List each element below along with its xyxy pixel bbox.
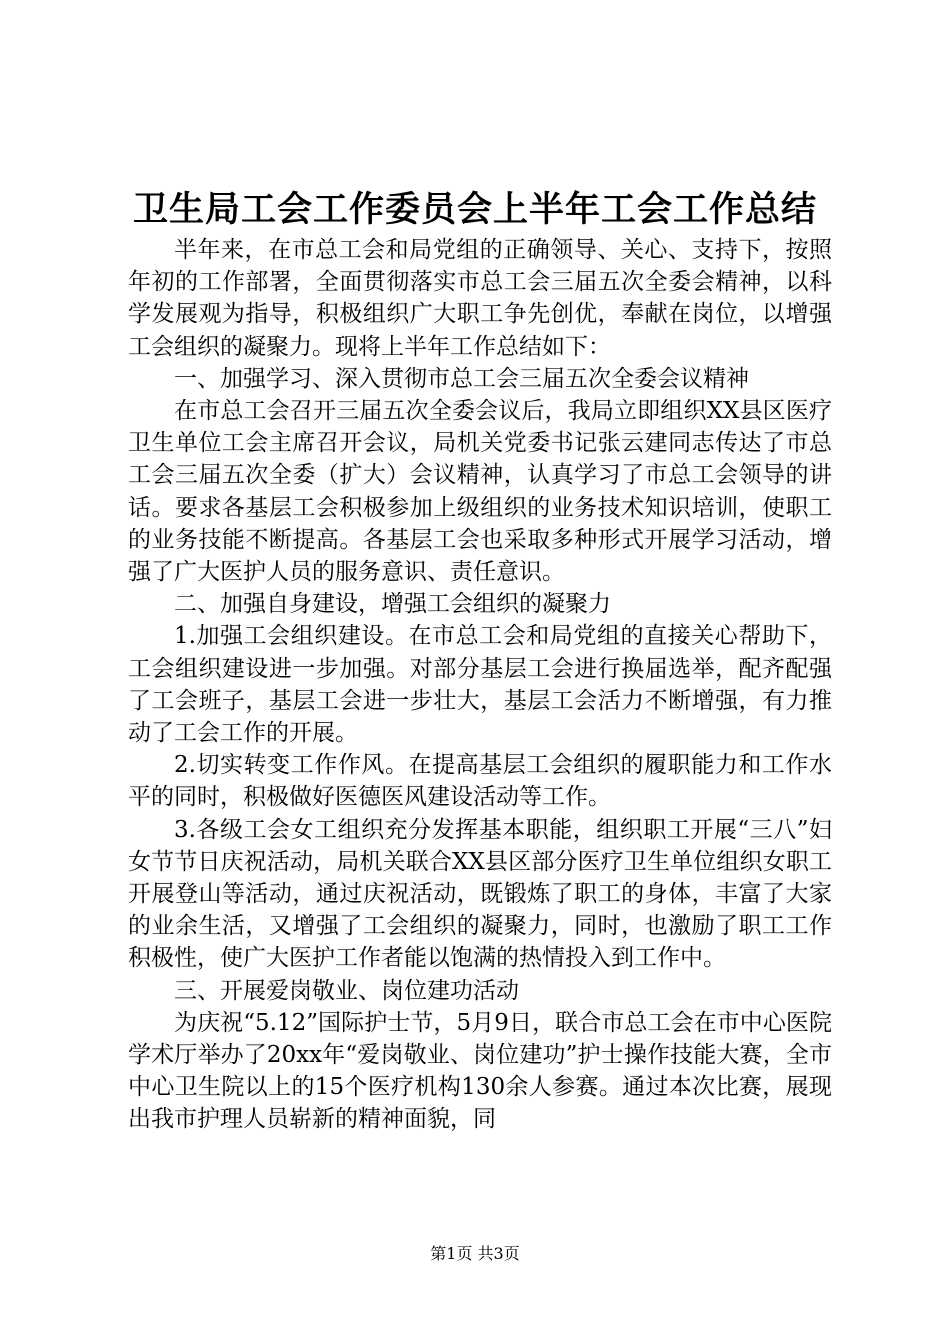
document-body (128, 234, 832, 1136)
paragraph-item-2: 2.切实转变工作作风。在提高基层工会组织的履职能力和工作水平的同时，积极做好医德医风建设活动等工作。 (128, 752, 832, 811)
paragraph-item-3: 3.各级工会女工组织充分发挥基本职能，组织职工开展“三八”妇女节节日庆祝活动，局机关联合XX县区部分医疗卫生单位组织女职工开展登山等活动，通过庆祝活动，既锻炼了职工的身体，丰富了大家的业余生活，又增强了工会组织的凝聚力，同时，也激励了职工工作积极性，使广大医护工作者能以饱满的热情投入到工作中。 (128, 816, 832, 972)
paragraph-intro: 半年来，在市总工会和局党组的正确领导、关心、支持下，按照年初的工作部署，全面贯彻落实市总工会三届五次全委会精神，以科学发展观为指导，积极组织广大职工争先创优，奉献在岗位，以增强工会组织的凝聚力。现将上半年工作总结如下： (128, 237, 832, 360)
section-heading-3: 三、开展爱岗敬业、岗位建功活动 (174, 977, 519, 1004)
page-footer: 第1页 共3页 (430, 1244, 520, 1263)
section-heading-2: 二、加强自身建设，增强工会组织的凝聚力 (174, 591, 611, 618)
paragraph-section-1: 在市总工会召开三届五次全委会议后，我局立即组织XX县区医疗卫生单位工会主席召开会议，局机关党委书记张云建同志传达了市总工会三届五次全委（扩大）会议精神，认真学习了市总工会领导的讲话。要求各基层工会积极参加上级组织的业务技术知识培训，使职工的业务技能不断提高。各基层工会也采取多种形式开展学习活动，增强了广大医护人员的服务意识、责任意识。 (128, 398, 832, 586)
paragraph-item-1: 1.加强工会组织建设。在市总工会和局党组的直接关心帮助下，工会组织建设进一步加强。对部分基层工会进行换届选举，配齐配强了工会班子，基层工会进一步壮大，基层工会活力不断增强，有力推动了工会工作的开展。 (128, 623, 832, 747)
document-title: 卫生局工会工作委员会上半年工会工作总结 (132, 189, 817, 230)
section-heading-1: 一、加强学习、深入贯彻市总工会三届五次全委会议精神 (174, 365, 749, 392)
paragraph-section-3: 为庆祝“5.12”国际护士节，5月9日，联合市总工会在市中心医院学术厅举办了20xx年“爱岗敬业、岗位建功”护士操作技能大赛，全市中心卫生院以上的15个医疗机构130余人参赛。通过本次比赛，展现出我市护理人员崭新的精神面貌，同 (128, 1009, 832, 1133)
